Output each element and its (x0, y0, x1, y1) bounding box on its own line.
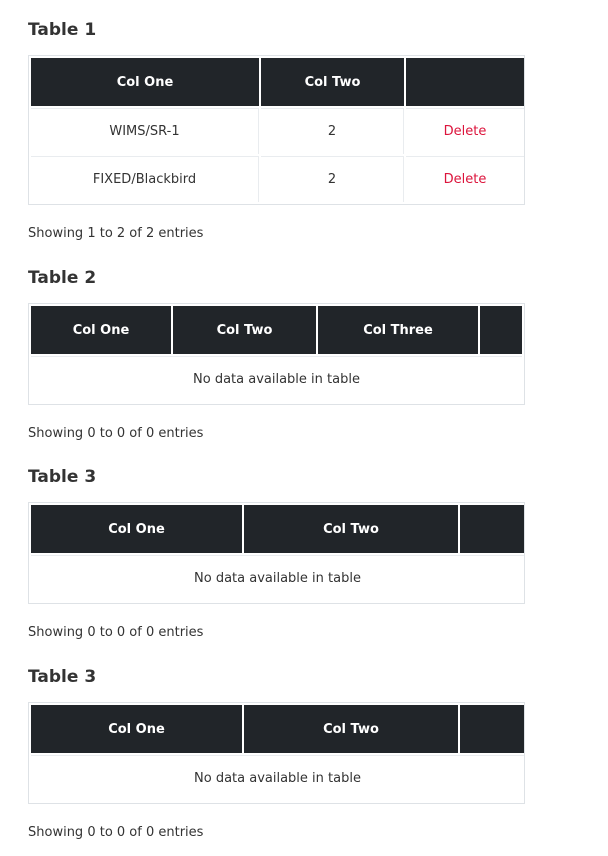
delete-link[interactable]: Delete (443, 172, 487, 187)
table-1-cell-col-two: 2 (261, 156, 404, 202)
table-1-section (28, 18, 525, 241)
table-2-header-col-one[interactable]: Col One (31, 306, 171, 354)
table-3-section (28, 465, 525, 640)
empty-table-message: No data available in table (31, 356, 522, 402)
table-row (31, 755, 524, 801)
table-4-header-actions (460, 705, 524, 753)
table-2-header-col-three[interactable]: Col Three (318, 306, 478, 354)
table-row (31, 356, 522, 402)
table-3-header-col-one[interactable]: Col One (31, 505, 242, 553)
table-row (31, 156, 524, 202)
table-1-header-actions (406, 58, 524, 106)
table-4-header-row (31, 705, 524, 753)
table-row (31, 555, 524, 601)
table-4-info: Showing 0 to 0 of 0 entries (28, 825, 204, 840)
table-3 (28, 502, 525, 604)
table-1-cell-col-two: 2 (261, 108, 404, 154)
table-3-header-col-two[interactable]: Col Two (244, 505, 458, 553)
table-4-header-col-two[interactable]: Col Two (244, 705, 458, 753)
table-4 (28, 702, 525, 804)
table-1 (28, 55, 525, 205)
table-4-title: Table 3 (28, 667, 97, 687)
table-2-header-col-two[interactable]: Col Two (173, 306, 316, 354)
table-2-header-actions (480, 306, 522, 354)
table-1-info: Showing 1 to 2 of 2 entries (28, 226, 204, 241)
table-3-title: Table 3 (28, 467, 97, 487)
table-4-header-col-one[interactable]: Col One (31, 705, 242, 753)
table-3-header-actions (460, 505, 524, 553)
table-2-section (28, 266, 525, 441)
table-1-header-col-two[interactable]: Col Two (261, 58, 404, 106)
table-1-title: Table 1 (28, 20, 97, 40)
table-2-header-row (31, 306, 522, 354)
table-1-cell-action (406, 156, 524, 202)
table-1-header-col-one[interactable]: Col One (31, 58, 259, 106)
table-2 (28, 303, 525, 405)
table-3-header-row (31, 505, 524, 553)
empty-table-message: No data available in table (31, 555, 524, 601)
table-2-info: Showing 0 to 0 of 0 entries (28, 426, 204, 441)
table-1-header-row (31, 58, 524, 106)
table-3-info: Showing 0 to 0 of 0 entries (28, 625, 204, 640)
table-1-cell-action (406, 108, 524, 154)
table-2-title: Table 2 (28, 268, 97, 288)
table-4-section (28, 665, 525, 840)
table-1-cell-col-one: FIXED/Blackbird (31, 156, 259, 202)
table-1-cell-col-one: WIMS/SR-1 (31, 108, 259, 154)
table-row (31, 108, 524, 154)
delete-link[interactable]: Delete (443, 124, 487, 139)
empty-table-message: No data available in table (31, 755, 524, 801)
